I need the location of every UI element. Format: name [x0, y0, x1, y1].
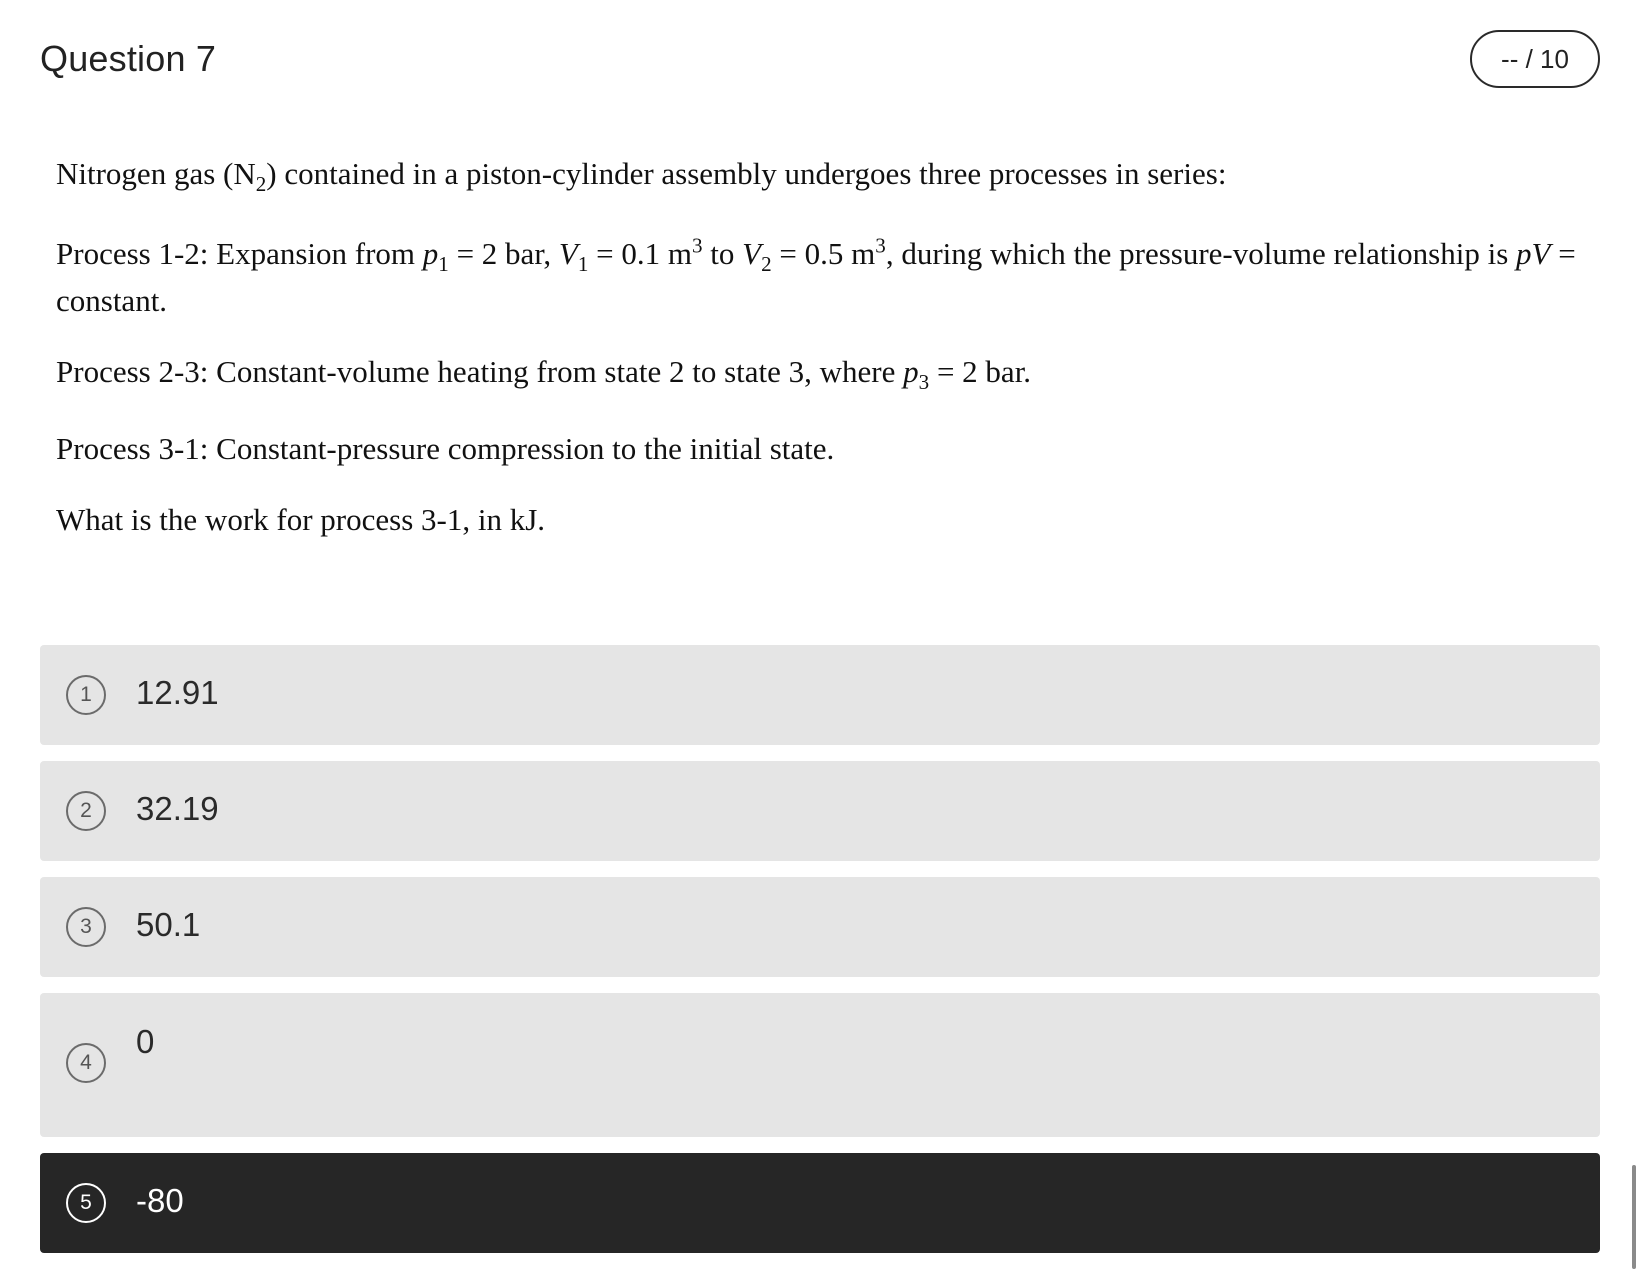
option-number-badge: 3	[66, 907, 106, 947]
p12-text-f: , during which the pressure-volume relationship is	[885, 236, 1517, 271]
prompt-intro	[56, 150, 1226, 197]
option-label: 0	[136, 1023, 155, 1060]
prompt-intro-text-b: ) contained in a piston-cylinder assembly undergoes three processes in series:	[266, 156, 1227, 191]
prompt-ask: What is the work for process 3-1, in kJ.	[56, 502, 546, 537]
p12-v1-symbol: V	[558, 236, 578, 271]
p12-text-g: = constant.	[56, 236, 1576, 318]
p23-text-b: = 2 bar.	[929, 354, 1032, 389]
question-title: Question 7	[40, 38, 217, 79]
prompt-intro-text-a: Nitrogen gas (N	[56, 156, 256, 191]
option-label: 32.19	[136, 790, 219, 827]
answer-option-4[interactable]	[40, 993, 1600, 1137]
answer-option-2[interactable]	[40, 761, 1600, 861]
prompt-process-2-3	[56, 348, 1031, 395]
option-number-badge: 5	[66, 1183, 106, 1223]
p12-p-symbol: p	[422, 236, 439, 271]
p12-text-e: = 0.5 m	[771, 236, 876, 271]
p12-superscript-2: 3	[875, 233, 886, 258]
p12-v2-subscript: 2	[761, 252, 772, 277]
answer-option-5[interactable]	[40, 1153, 1600, 1253]
answer-option-1[interactable]	[40, 645, 1600, 745]
scrollbar-thumb[interactable]	[1632, 1165, 1636, 1269]
option-label: 50.1	[136, 906, 201, 943]
option-number-badge: 2	[66, 791, 106, 831]
p12-text-c: = 0.1 m	[588, 236, 692, 271]
p12-text-a: Process 1-2: Expansion from	[56, 236, 423, 271]
p23-text-a: Process 2-3: Constant-volume heating from state 2 to state 3, where	[56, 354, 904, 389]
option-label: -80	[136, 1182, 184, 1219]
p12-pv-symbol: pV	[1516, 236, 1551, 271]
option-number-badge: 4	[66, 1043, 106, 1083]
p23-p-symbol: p	[903, 354, 919, 389]
p12-text-b: = 2 bar,	[448, 236, 559, 271]
prompt-process-3-1: Process 3-1: Constant-pressure compression to the initial state.	[56, 431, 835, 466]
option-label: 12.91	[136, 674, 219, 711]
question-header	[40, 30, 1600, 90]
p12-p-subscript: 1	[438, 252, 449, 277]
p12-superscript-1: 3	[692, 233, 703, 258]
p12-v2-symbol: V	[742, 236, 762, 271]
p12-text-d: to	[702, 236, 743, 271]
p12-v1-subscript: 1	[577, 252, 589, 277]
option-number-badge: 1	[66, 675, 106, 715]
score-badge: -- / 10	[1470, 30, 1600, 88]
answer-option-3[interactable]	[40, 877, 1600, 977]
p23-p-subscript: 3	[918, 370, 930, 395]
prompt-process-1-2	[56, 230, 1576, 324]
prompt-intro-subscript: 2	[255, 172, 267, 197]
